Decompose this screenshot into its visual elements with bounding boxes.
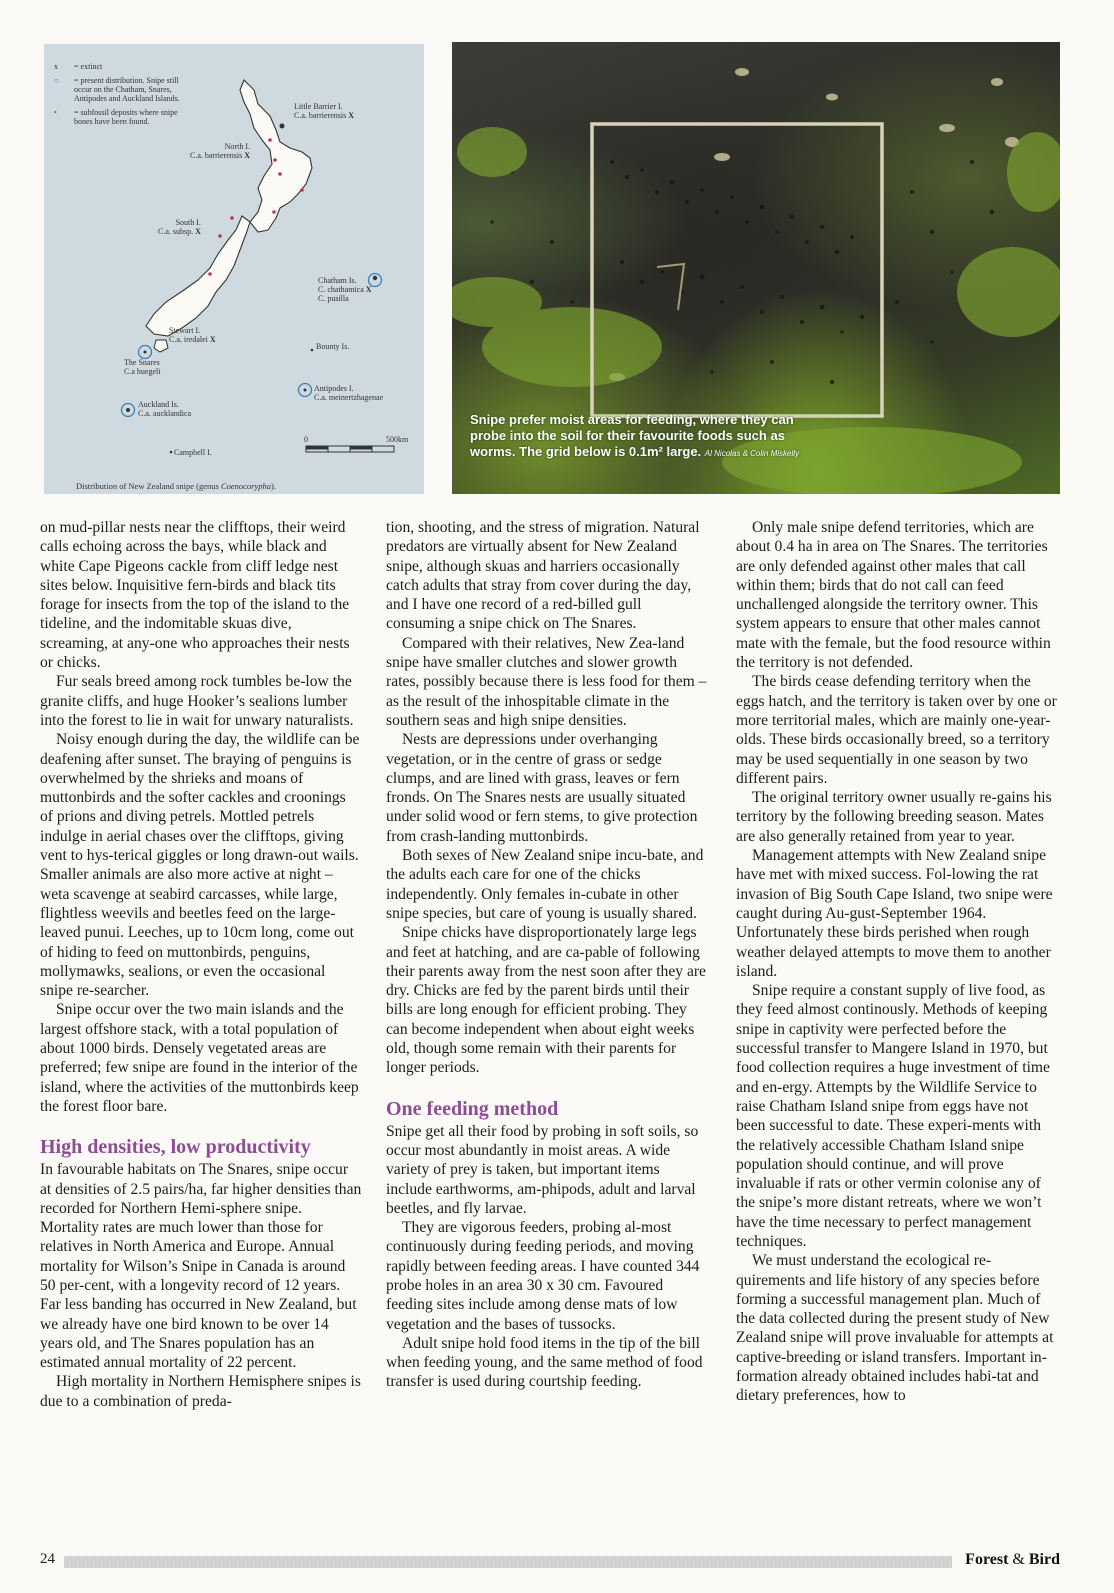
paragraph: Snipe require a constant supply of live food, as they feed almost continously. Methods of keeping snipe in captivity were perfected before the successful transfer to Mangere Island in 1970, but food collection requires a huge investment of time and en-ergy. Attempts by the Wildlife Service to raise Chatham Island snipe from eggs have not been successful to date. These experi-ments with the relatively accessible Chatham Island snipe population should continue, and will prove invaluable if rats or other vermin colonise any of the snipe’s more distant retreats, where we won’t have the time necessary to perfect management techniques. <box>736 982 1050 1250</box>
legend-present <box>54 76 184 103</box>
paragraph: Only male snipe defend territories, which are about 0.4 ha in area on The Snares. The territories are only defended against other males that call within them; birds that do not call can feed unchallenged alongside the territory owner. This system appears to ensure that other males cannot mate with the female, but the food resource within the territory is not defended. <box>736 519 1051 672</box>
label-snares: The Snares C.a huegeli <box>124 358 161 376</box>
paragraph: Snipe chicks have disproportionately large legs and feet at hatching, and are ca-pable of following their parents away from the nest soon after they are dry. Chicks are fed by the parent birds until their bills are long enough for efficient probing. They can become independent when about eight weeks old, though some remain with their parents for longer periods. <box>386 924 706 1077</box>
extinct-mark: X <box>195 227 201 236</box>
map-caption: Distribution of New Zealand snipe (genus Coenocorypha). <box>76 481 276 491</box>
label-north-island: North I. C.a. barrierensis X <box>190 142 250 160</box>
photo-caption: Snipe prefer moist areas for feeding, where they can probe into the soil for their favourite foods such as worms. The grid below is 0.1m² large. Al Nicolas & Colin Miskelly <box>470 412 800 459</box>
extinct-mark: X <box>365 285 372 294</box>
feeding-photo <box>452 42 1060 494</box>
paragraph: High mortality in Northern Hemisphere snipes is due to a combination of preda- <box>40 1373 361 1410</box>
legend-text: = extinct <box>74 62 103 71</box>
label-chatham: Chatham Is. C. chathamica X C. pusilla <box>318 276 372 303</box>
paragraph: tion, shooting, and the stress of migration. Natural predators are virtually absent for New Zealand snipe, although skuas and harriers occasionally catch adults that stray from cover during the day, and I have one record of a red-billed gull consuming a snipe chick on The Snares. <box>386 519 700 633</box>
scale-zero-label: 0 <box>304 435 308 444</box>
legend-text: = present distribution. Snipe still occur on the Chatham, Snares, Antipodes and Auckland Islands. <box>74 76 180 103</box>
extinct-mark: X <box>244 151 250 160</box>
paragraph: Noisy enough during the day, the wildlife can be deafening after sunset. The braying of penguins is overwhelmed by the shrieks and moans of muttonbirds and the softer cackles and croonings of prions and diving petrels. Mottled petrels indulge in aerial chases over the clifftops, giving vent to hys-terical giggles or long drawn-out wails. Smaller animals are also more active at night – weta scavenge at seabird carcasses, while large, flightless weevils and beetles feed on the large-leaved punui. Leeches, up to 10cm long, come out of hiding to feed on muttonbirds, penguins, mollymawks, sealions, or even the occasional snipe re-searcher. <box>40 731 360 1000</box>
paragraph: Snipe occur over the two main islands and the largest offshore stack, with a total population of about 1000 birds. Densely vegetated areas are preferred; few snipe are found in the interior of the island, where the activities of the muttonbirds keep the forest floor bare. <box>40 1001 359 1115</box>
distribution-map <box>44 44 424 494</box>
paragraph: Fur seals breed among rock tumbles be-low the granite cliffs, and huge Hooker’s sealions lumber into the forest to lie in wait for unwary naturalists. <box>40 673 354 729</box>
paragraph: Both sexes of New Zealand snipe incu-bate, and the adults each care for one of the chicks independently. Only females in-cubate in other snipe species, but care of young is usually shared. <box>386 847 704 922</box>
legend-text: = subfossil deposits where snipe bones have been found. <box>74 108 178 126</box>
article-column-1 <box>40 518 362 1411</box>
stewart-island-shape <box>154 340 168 352</box>
present-symbol: ○ <box>54 76 59 85</box>
subfossil-symbol: • <box>54 108 57 117</box>
scale-end-label: 500km <box>386 435 409 444</box>
paragraph: Snipe get all their food by probing in soft soils, so occur most abundantly in moist areas. A wide variety of prey is taken, but important items include earthworms, am-phipods, adult and larval beetles, and fly larvae. <box>386 1122 699 1217</box>
label-bounty: Bounty Is. <box>316 342 350 351</box>
page-number: 24 <box>40 1551 55 1567</box>
legend-extinct <box>54 62 184 71</box>
magazine-title: Forest & Bird <box>965 1551 1060 1568</box>
label-stewart: Stewart I. C.a. iredalei X <box>169 326 216 344</box>
paragraph: Management attempts with New Zealand snipe have met with mixed success. Fol-lowing the rat invasion of Big South Cape Island, two snipe were caught during Au-gust-September 1964. Unfortunately these birds perished when rough weather delayed attempts to move them to another island. <box>736 847 1053 980</box>
label-campbell: Campbell I. <box>174 448 212 457</box>
scale-bar <box>306 446 394 452</box>
paragraph: They are vigorous feeders, probing al-most continuously during feeding periods, and moving rapidly between feeding areas. I have counted 344 probe holes in an area 30 x 30 cm. Favoured feeding sites include among dense mats of low vegetation and the bases of tussocks. <box>386 1219 700 1333</box>
leaf-litter <box>609 68 1019 381</box>
paragraph: The birds cease defending territory when the eggs hatch, and the territory is taken over by one or more territorial males, which are mainly one-year-olds. These birds occasionally breed, so a territory may be used sequentially in one season by two different pairs. <box>736 673 1057 787</box>
article-column-2 <box>386 518 708 1392</box>
paragraph: Compared with their relatives, New Zea-land snipe have smaller clutches and slower growth rates, possibly because there is less food for them – as the result of the inhospitable climate in the southern seas and high snipe densities. <box>386 634 707 729</box>
paragraph: The original territory owner usually re-gains his territory by the following breeding season. Mates are also generally retained from year to year. <box>736 789 1052 845</box>
footer-rule <box>64 1556 952 1568</box>
extinct-symbol: x <box>54 62 58 71</box>
article-column-3 <box>736 518 1058 1406</box>
label-antipodes: Antipodes I. C.a. meinertzhagenae <box>314 384 384 402</box>
map-legend <box>54 62 184 131</box>
section-heading: One feeding method <box>386 1097 559 1120</box>
page-footer <box>40 1551 1060 1573</box>
label-auckland: Auckland Is. C.a. aucklandica <box>138 400 192 418</box>
section-heading: High densities, low productivity <box>40 1136 311 1159</box>
paragraph: on mud-pillar nests near the clifftops, their weird calls echoing across the bays, while black and white Cape Pigeons cackle from cliff ledge nest sites below. Inquisitive fern-birds and black tits forage for insects from the top of the island to the tideline, and the indomitable skuas dive, screaming, at any-one who approaches their nests or chicks. <box>40 519 350 672</box>
paragraph: We must understand the ecological re-quirements and life history of any species before forming a successful management plan. Much of the data collected during the present study of New Zealand snipe will prove invaluable for attempts at captive-breeding or island transfers. Important in-formation already obtained includes habi-tat and dietary preferences, how to <box>736 1252 1054 1405</box>
paragraph: In favourable habitats on The Snares, snipe occur at densities of 2.5 pairs/ha, far higher densities than recorded for Northern Hemi-sphere snipe. Mortality rates are much lower than those for relatives in North America and Europe. Annual mortality for Wilson’s Snipe in Canada is around 50 per-cent, with a longevity record of 12 years. Far less banding has occurred in New Zealand, but we already have one bird known to be over 14 years old, and The Snares population has an estimated annual mortality of 22 percent. <box>40 1161 362 1372</box>
little-barrier-shape <box>280 124 285 129</box>
photo-credit: Al Nicolas & Colin Miskelly <box>704 449 800 458</box>
extinct-mark: X <box>209 335 216 344</box>
label-south-island: South I. C.a. subsp. X <box>158 218 201 236</box>
paragraph: Nests are depressions under overhanging vegetation, or in the centre of grass or sedge clumps, and are lined with grass, leaves or fern fronds. On The Snares nests are usually situated under solid wood or fern stems, to give protection from crash-landing muttonbirds. <box>386 731 698 845</box>
extinct-mark: X <box>348 111 354 120</box>
label-little-barrier: Little Barrier I. C.a. barrierensis X <box>294 102 354 120</box>
paragraph: Adult snipe hold food items in the tip of the bill when feeding young, and the same method of food transfer is used during courtship feeding. <box>386 1334 703 1391</box>
legend-subfossil <box>54 108 184 126</box>
